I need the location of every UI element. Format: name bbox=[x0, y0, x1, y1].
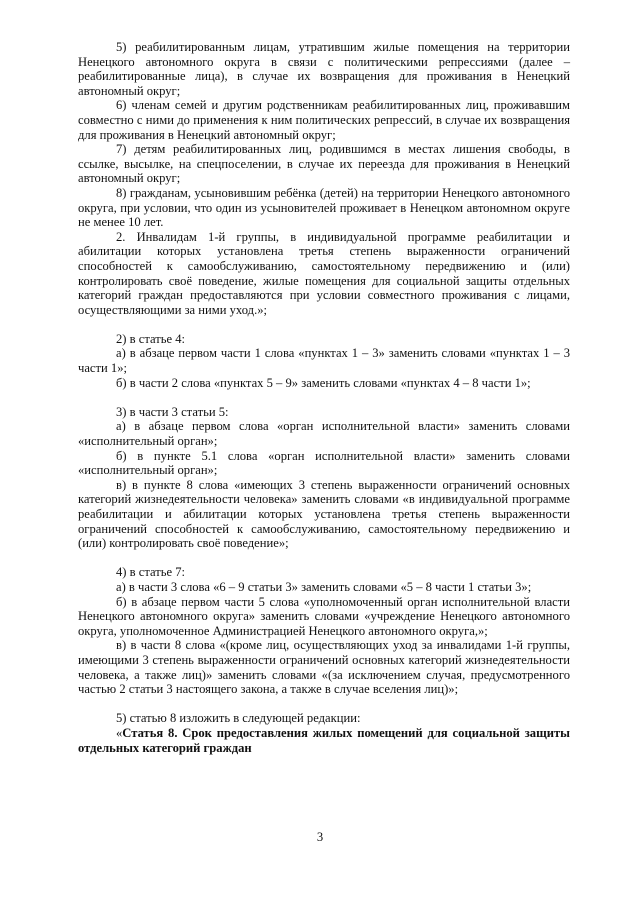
paragraph-article-5-b: б) в пункте 5.1 слова «орган исполнительной власти» заменить словами «исполнительный орган»; bbox=[78, 448, 570, 478]
paragraph-article-5-c: в) в пункте 8 слова «имеющих 3 степень выраженности ограничений основных категорий жизнедеятельности человека» заменить словами «в индивидуальной программе реабилитации и абилитации которых установлена третья степень выраженности ограничений способностей к самообслуживанию, самостоятельному передвижению и (или) контролировать своё поведение»; bbox=[78, 477, 570, 551]
paragraph-article-4-b: б) в части 2 слова «пунктах 5 – 9» заменить словами «пунктах 4 – 8 части 1»; bbox=[116, 375, 531, 390]
paragraph-gap bbox=[78, 317, 570, 332]
paragraph-article-7-header: 4) в статье 7: bbox=[116, 565, 186, 580]
paragraph-gap bbox=[78, 551, 570, 566]
article-8-heading-quote: « bbox=[116, 725, 123, 740]
paragraph-item-5: 5) реабилитированным лицам, утратившим жилые помещения на территории Ненецкого автономного округа в связи с политическими репрессиями (далее – реабилитированные лица), в случае их возвращения для проживания в Ненецкий автономный округ; bbox=[78, 40, 570, 98]
paragraph-article-7-a: а) в части 3 слова «6 – 9 статьи 3» заменить словами «5 – 8 части 1 статьи 3»; bbox=[116, 579, 532, 594]
paragraph-gap bbox=[78, 697, 570, 712]
paragraph-item-6: 6) членам семей и другим родственникам реабилитированных лиц, проживавшим совместно с ними до применения к ним политических репрессий, в случае их возвращения для проживания в Ненецкий автономный округ; bbox=[78, 98, 570, 142]
paragraph-gap bbox=[78, 390, 570, 405]
paragraph-article-7-c: в) в части 8 слова «(кроме лиц, осуществляющих уход за инвалидами 1-й группы, имеющими 3 степень выраженности ограничений основных категорий жизнедеятельности человека, а также лиц)» заменить словами «(за исключением случая, предусмотренного частью 2 статьи 3 настоящего закона, а также в случае вселения лиц)»; bbox=[78, 638, 570, 697]
page-number: 3 bbox=[316, 830, 324, 844]
paragraph-article-5-header: 3) в части 3 статьи 5: bbox=[116, 404, 229, 419]
paragraph-item-7: 7) детям реабилитированных лиц, родившимся в местах лишения свободы, в ссылке, высылке, на спецпоселении, в случае их переезда для проживания в Ненецкий автономный округ; bbox=[78, 142, 570, 186]
document-body bbox=[78, 40, 570, 755]
paragraph-article-4-header: 2) в статье 4: bbox=[116, 331, 186, 346]
paragraph-article-8-header: 5) статью 8 изложить в следующей редакции: bbox=[116, 711, 361, 726]
paragraph-item-8: 8) гражданам, усыновившим ребёнка (детей) на территории Ненецкого автономного округа, при условии, что один из усыновителей проживает в Ненецком автономном округе не менее 10 лет. bbox=[78, 185, 570, 230]
paragraph-article-5-a: а) в абзаце первом слова «орган исполнительной власти» заменить словами «исполнительный орган»; bbox=[78, 419, 570, 449]
article-8-heading bbox=[78, 726, 570, 755]
paragraph-article-4-a: а) в абзаце первом части 1 слова «пунктах 1 – 3» заменить словами «пунктах 1 – 3 части 1»; bbox=[78, 346, 570, 376]
paragraph-part-2: 2. Инвалидам 1-й группы, в индивидуальной программе реабилитации и абилитации которых установлена третья степень выраженности ограничений способностей к самообслуживанию, самостоятельному передвижению и (или) контролировать своё поведение, жилые помещения для социальной защиты отдельных категорий граждан предоставляются при условии совместного проживания с лицами, осуществляющими за ними уход.»; bbox=[78, 229, 570, 317]
article-8-heading-title: Статья 8. Срок предоставления жилых помещений для социальной защиты отдельных категорий граждан bbox=[78, 725, 570, 755]
paragraph-article-7-b: б) в абзаце первом части 5 слова «уполномоченный орган исполнительной власти Ненецкого автономного округа» заменить словами «учреждение Ненецкого автономного округа, уполномоченное Администрацией Ненецкого автономного округа,»; bbox=[78, 594, 570, 638]
